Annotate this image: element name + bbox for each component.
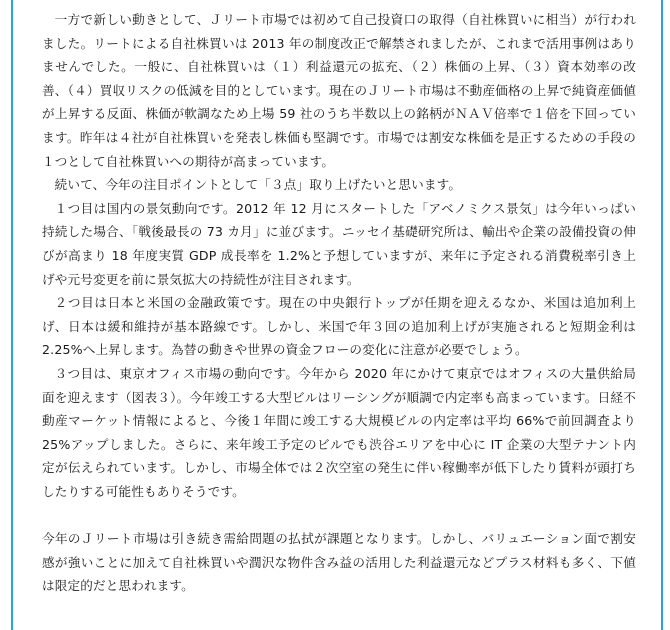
paragraph-conclusion: 今年のＪリート市場は引き続き需給問題の払拭が課題となります。しかし、バリュエーション面で割安感が強いことに加えて自社株買いや潤沢な物件含み益の活用した利益還元などプラス材料も多く、下値は限定的だと思われます。 <box>42 531 636 594</box>
paragraph-self-investment: 一方で新しい動きとして、Ｊリート市場では初めて自己投資口の取得（自社株買いに相当）が行われました。リートによる自社株買いは 2013 年の制度改正で解禁されましたが、これまで活用事例はありませんでした。一般に、自社株買いは（１）利益還元の拡充、（２）株価の上昇、（３）資本効率の改善、（４）買収リスクの低減を目的としています。現在のＪリート市場は不動産価格の上昇で純資産価値が上昇する反面、株価が軟調なため上場 59 社のうち半数以上の銘柄がＮＡＶ倍率で１倍を下回っています。昨年は４社が自社株買いを発表し株価も堅調です。市場では割安な株価を是正するための手段の１つとして自社株買いへの期待が高まっています。 <box>42 12 636 169</box>
paragraph-spacer <box>42 503 636 527</box>
paragraph-three-points-intro: 続いて、今年の注目ポイントとして「３点」取り上げたいと思います。 <box>54 177 462 193</box>
paragraph-point-1-economy: １つ目は国内の景気動向です。2012 年 12 月にスタートした「アベノミクス景気」は今年いっぱい持続した場合、「戦後最長の 73 カ月」に並びます。ニッセイ基礎研究所は、輸出や企業の設備投資の伸びが高まり 18 年度実質 GDP 成長率を 1.2%と予想していますが、来年に予定される消費税率引き上げや元号変更を前に景気拡大の持続性が注目されます。 <box>42 200 636 287</box>
paragraph-point-2-monetary-policy: ２つ目は日本と米国の金融政策です。現在の中央銀行トップが任期を迎えるなか、米国は追加利上げ、日本は緩和維持が基本路線です。しかし、米国で年３回の追加利上げが実施されると短期金利は 2.25%へ上昇します。為替の動きや世界の資金フローの変化に注意が必要でしょう。 <box>42 295 636 358</box>
paragraph-point-3-office-market: ３つ目は、東京オフィス市場の動向です。今年から 2020 年にかけて東京ではオフィスの大量供給局面を迎えます（図表３）。今年竣工する大型ビルはリーシングが順調で内定率も高まっています。日経不動産マーケット情報によると、今後１年間に竣工する大規模ビルの内定率は平均 66%で前回調査より 25%アップしました。さらに、来年竣工予定のビルでも渋谷エリアを中心に IT 企業の大型テナント内定が伝えられています。しかし、市場全体では２次空室の発生に伴い稼働率が低下したり賃料が頭打ちしたりする可能性もありそうです。 <box>42 365 636 499</box>
article-body <box>42 8 636 598</box>
